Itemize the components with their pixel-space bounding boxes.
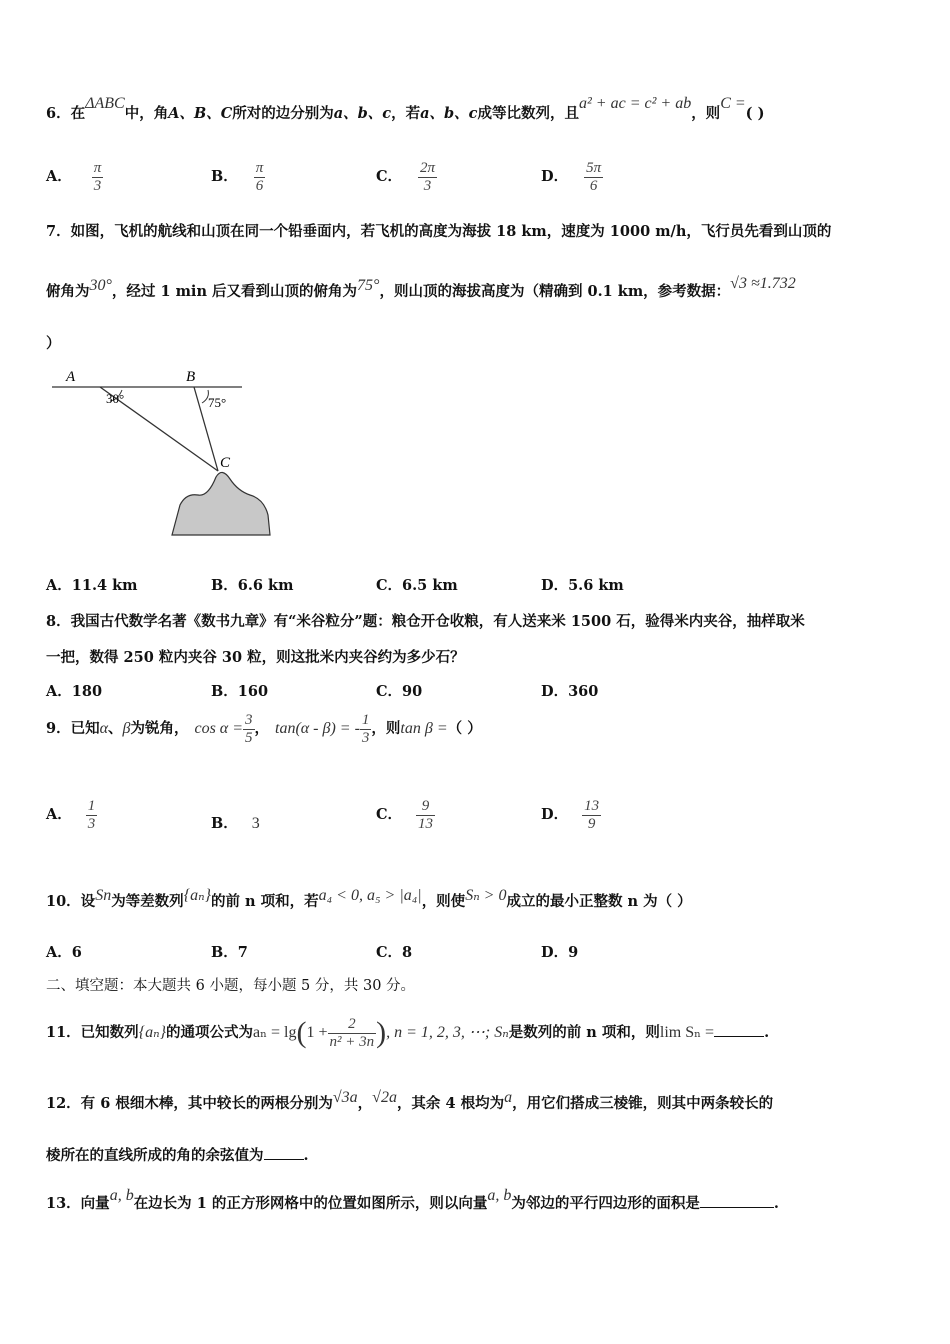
q9-stem bbox=[46, 712, 910, 746]
q11-formula-rest: , n = 1, 2, 3, ⋯; Sₙ bbox=[386, 1024, 509, 1041]
option-label: A． bbox=[46, 577, 72, 594]
q13-vectors: a, b bbox=[109, 1187, 134, 1204]
q7-line1: 7．如图，飞机的航线和山顶在同一个铅垂面内，若飞机的高度为海拔 18 km，速度为 1000 m/h，飞行员先看到山顶的 bbox=[46, 223, 832, 240]
frac-den: 3 bbox=[93, 177, 102, 194]
frac-den: 5 bbox=[245, 729, 253, 746]
frac-den: 6 bbox=[255, 177, 264, 194]
option-text: 11.4 km bbox=[71, 577, 138, 594]
option-fraction bbox=[418, 160, 437, 194]
frac-den: 13 bbox=[418, 815, 434, 832]
q6-option-a[interactable] bbox=[46, 160, 103, 194]
option-text: 160 bbox=[237, 683, 269, 700]
q8-option-d[interactable] bbox=[541, 680, 598, 701]
option-text: 9 bbox=[568, 944, 579, 961]
option-label: C． bbox=[376, 168, 403, 185]
q10-option-a[interactable] bbox=[46, 941, 82, 962]
q10-text: ，则使 bbox=[421, 893, 466, 910]
q12-end: . bbox=[303, 1147, 309, 1164]
option-text: 6.5 km bbox=[402, 577, 458, 594]
frac-num: π bbox=[255, 160, 264, 176]
q12-text: 棱所在的直线所成的角的余弦值为 bbox=[46, 1147, 264, 1164]
q10-sn: Sn bbox=[95, 887, 112, 904]
q13-number: 13．向量 bbox=[46, 1195, 110, 1212]
q7-option-b[interactable] bbox=[211, 574, 293, 595]
option-label: D． bbox=[541, 168, 569, 185]
q7-text: 俯角为 bbox=[46, 283, 90, 300]
frac-num: 5π bbox=[586, 160, 602, 176]
frac-num: 1 bbox=[87, 798, 96, 814]
option-label: B． bbox=[211, 168, 238, 185]
frac-den: n² + 3n bbox=[329, 1033, 375, 1050]
q9-alpha: α bbox=[99, 720, 108, 737]
q13-text: 为邻边的平行四边形的面积是 bbox=[511, 1195, 700, 1212]
q10-option-d[interactable] bbox=[541, 941, 578, 962]
q8-line1: 8．我国古代数学名著《数书九章》有“米谷粒分”题：粮仓开仓收粮，有人送来米 1500 石，验得米内夹谷，抽样取米 bbox=[46, 613, 805, 630]
q10-an: {aₙ} bbox=[183, 887, 211, 904]
q9-number: 9．已知 bbox=[46, 720, 100, 737]
q9-tan-frac bbox=[360, 712, 372, 746]
q8-option-b[interactable] bbox=[211, 680, 268, 701]
option-label: D． bbox=[541, 577, 569, 594]
mountain bbox=[172, 472, 270, 535]
q12-comma: ， bbox=[357, 1095, 373, 1112]
option-label: C． bbox=[376, 944, 403, 961]
frac-num: 13 bbox=[584, 798, 600, 814]
q11-end: . bbox=[764, 1024, 770, 1041]
q9-cos-frac bbox=[243, 712, 255, 746]
q7-reference: √3 ≈1.732 bbox=[730, 275, 796, 292]
q12-value2: √2a bbox=[372, 1089, 397, 1106]
q12-value1: √3a bbox=[332, 1089, 358, 1106]
q7-line2 bbox=[46, 275, 910, 301]
q7-option-a[interactable] bbox=[46, 574, 138, 595]
q13-text: 在边长为 1 的正方形网格中的位置如图所示，则以向量 bbox=[133, 1195, 488, 1212]
frac-den: 3 bbox=[87, 815, 96, 832]
angle-75-label: 75° bbox=[208, 395, 227, 410]
q11-text: 是数列的前 n 项和，则 bbox=[508, 1024, 660, 1041]
q6-sides: a、b、c bbox=[333, 105, 392, 122]
option-label: A． bbox=[46, 683, 72, 700]
q7-angle2: 75° bbox=[357, 277, 380, 294]
option-text: 3 bbox=[251, 815, 260, 832]
q7-text: ，则山顶的海拔高度为（精确到 0.1 km，参考数据： bbox=[379, 283, 731, 300]
q10-condition: a₄ < 0, a₅ > |a₄| bbox=[318, 887, 422, 904]
q6-equation: a² + ac = c² + ab bbox=[579, 95, 692, 112]
q11-answer-blank[interactable] bbox=[714, 1036, 764, 1037]
point-b-label: B bbox=[186, 369, 196, 385]
option-label: B． bbox=[211, 683, 238, 700]
q13-stem bbox=[46, 1187, 910, 1213]
q9-comma: ， bbox=[254, 720, 269, 737]
option-fraction bbox=[92, 160, 104, 194]
q6-text: 所对的边分别为 bbox=[232, 105, 334, 122]
q7-close: ） bbox=[46, 335, 61, 352]
option-fraction bbox=[582, 798, 601, 832]
option-label: A． bbox=[46, 944, 72, 961]
point-a-label: A bbox=[66, 369, 76, 385]
q11-formula-one: 1 + bbox=[306, 1024, 328, 1041]
q12-text: ，其余 4 根均为 bbox=[396, 1095, 505, 1112]
q8-option-a[interactable] bbox=[46, 680, 102, 701]
q10-text: 为等差数列 bbox=[111, 893, 184, 910]
q6-target: C = bbox=[720, 95, 746, 112]
q6-option-d[interactable] bbox=[541, 160, 603, 194]
option-label: C． bbox=[376, 806, 403, 823]
option-text: 180 bbox=[71, 683, 103, 700]
section-heading: 二、填空题：本大题共 6 小题，每小题 5 分，共 30 分。 bbox=[46, 978, 416, 994]
option-text: 90 bbox=[402, 683, 423, 700]
q10-text: 的前 n 项和，若 bbox=[210, 893, 319, 910]
q12-answer-blank[interactable] bbox=[264, 1159, 304, 1160]
q7-text: ，经过 1 min 后又看到山顶的俯角为 bbox=[111, 283, 358, 300]
option-text: 6.6 km bbox=[237, 577, 294, 594]
left-paren: ( bbox=[296, 1016, 307, 1049]
q6-text: 中，角 bbox=[124, 105, 169, 122]
q6-text: ，若 bbox=[391, 105, 421, 122]
q13-vectors: a, b bbox=[487, 1187, 512, 1204]
q10-option-c[interactable] bbox=[376, 941, 412, 962]
q7-angle1: 30° bbox=[89, 277, 112, 294]
q9-beta: β bbox=[122, 720, 131, 737]
option-label: B． bbox=[211, 944, 238, 961]
option-label: A． bbox=[46, 806, 72, 823]
q9-option-a[interactable] bbox=[46, 798, 97, 832]
option-label: D． bbox=[541, 944, 569, 961]
option-text: 8 bbox=[402, 944, 413, 961]
option-fraction bbox=[86, 798, 98, 832]
angle-30-label: 30° bbox=[106, 391, 125, 406]
q11-an: {aₙ} bbox=[138, 1024, 166, 1041]
q11-stem bbox=[46, 1016, 910, 1050]
frac-num: 2π bbox=[420, 160, 436, 176]
q6-number: 6．在 bbox=[46, 105, 86, 122]
q9-option-d[interactable] bbox=[541, 798, 601, 832]
q10-stem bbox=[46, 887, 910, 911]
q9-cos-lhs: cos α = bbox=[194, 720, 243, 737]
frac-den: 9 bbox=[587, 815, 596, 832]
q10-condition2: Sₙ > 0 bbox=[465, 887, 507, 904]
frac-num: π bbox=[93, 160, 102, 176]
q9-paren: （ ） bbox=[447, 720, 482, 737]
q9-tan-lhs: tan(α - β) = - bbox=[275, 720, 360, 737]
option-text: 6 bbox=[71, 944, 82, 961]
q8-line2: 一把，数得 250 粒内夹谷 30 粒，则这批米内夹谷约为多少石？ bbox=[46, 649, 465, 666]
q6-text: 成等比数列，且 bbox=[477, 105, 579, 122]
option-fraction bbox=[254, 160, 266, 194]
q11-frac bbox=[328, 1016, 377, 1050]
q10-text: 成立的最小正整数 n 为（ ） bbox=[506, 893, 692, 910]
q7-option-d[interactable] bbox=[541, 574, 624, 595]
option-fraction bbox=[416, 798, 435, 832]
q6-triangle: ΔABC bbox=[85, 95, 125, 112]
frac-num: 9 bbox=[416, 798, 435, 816]
q10-option-b[interactable] bbox=[211, 941, 248, 962]
frac-den: 3 bbox=[361, 729, 370, 746]
q13-end: . bbox=[773, 1195, 779, 1212]
q9-text: ，则 bbox=[371, 720, 401, 737]
q12-line2 bbox=[46, 1144, 910, 1165]
q6-stem bbox=[46, 95, 910, 123]
option-label: B． bbox=[211, 577, 238, 594]
q12-line1 bbox=[46, 1089, 910, 1113]
q9-option-b[interactable] bbox=[211, 812, 260, 833]
q11-text: 的通项公式为 bbox=[165, 1024, 253, 1041]
option-label: C． bbox=[376, 577, 403, 594]
option-label: D． bbox=[541, 806, 569, 823]
q6-angles: A、B、C bbox=[168, 105, 233, 122]
q11-formula-lhs: aₙ = lg bbox=[252, 1024, 297, 1041]
q12-value3: a bbox=[504, 1089, 513, 1106]
option-text: 5.6 km bbox=[568, 577, 624, 594]
option-text: 7 bbox=[237, 944, 248, 961]
frac-num: 3 bbox=[245, 712, 253, 728]
frac-den: 3 bbox=[423, 177, 432, 194]
frac-den: 6 bbox=[589, 177, 598, 194]
right-paren: ) bbox=[376, 1016, 387, 1049]
q11-limit: lim Sₙ = bbox=[659, 1024, 715, 1041]
q6-paren: ( ) bbox=[745, 105, 765, 122]
frac-num: 1 bbox=[361, 712, 370, 728]
option-label: A． bbox=[46, 168, 72, 185]
q9-target: tan β = bbox=[400, 720, 448, 737]
q9-text: 为锐角， bbox=[130, 720, 189, 737]
option-fraction bbox=[584, 160, 603, 194]
point-c-label: C bbox=[220, 455, 231, 471]
q6-sides: a、b、c bbox=[420, 105, 478, 122]
q12-text: 12．有 6 根细木棒，其中较长的两根分别为 bbox=[46, 1095, 333, 1112]
option-label: B． bbox=[211, 815, 238, 832]
option-label: C． bbox=[376, 683, 403, 700]
q7-figure bbox=[46, 365, 276, 543]
q12-text: ，用它们搭成三棱锥，则其中两条较长的 bbox=[512, 1095, 774, 1112]
q7-option-c[interactable] bbox=[376, 574, 458, 595]
q9-option-c[interactable] bbox=[376, 798, 435, 832]
q6-option-c[interactable] bbox=[376, 160, 437, 194]
q13-answer-blank[interactable] bbox=[700, 1207, 774, 1208]
q8-option-c[interactable] bbox=[376, 680, 422, 701]
option-text: 360 bbox=[568, 683, 599, 700]
q6-text: ，则 bbox=[691, 105, 721, 122]
q11-number: 11．已知数列 bbox=[46, 1024, 139, 1041]
q10-number: 10．设 bbox=[46, 893, 96, 910]
option-label: D． bbox=[541, 683, 569, 700]
q6-option-b[interactable] bbox=[211, 160, 265, 194]
q9-sep: 、 bbox=[108, 720, 123, 737]
frac-num: 2 bbox=[328, 1016, 377, 1034]
